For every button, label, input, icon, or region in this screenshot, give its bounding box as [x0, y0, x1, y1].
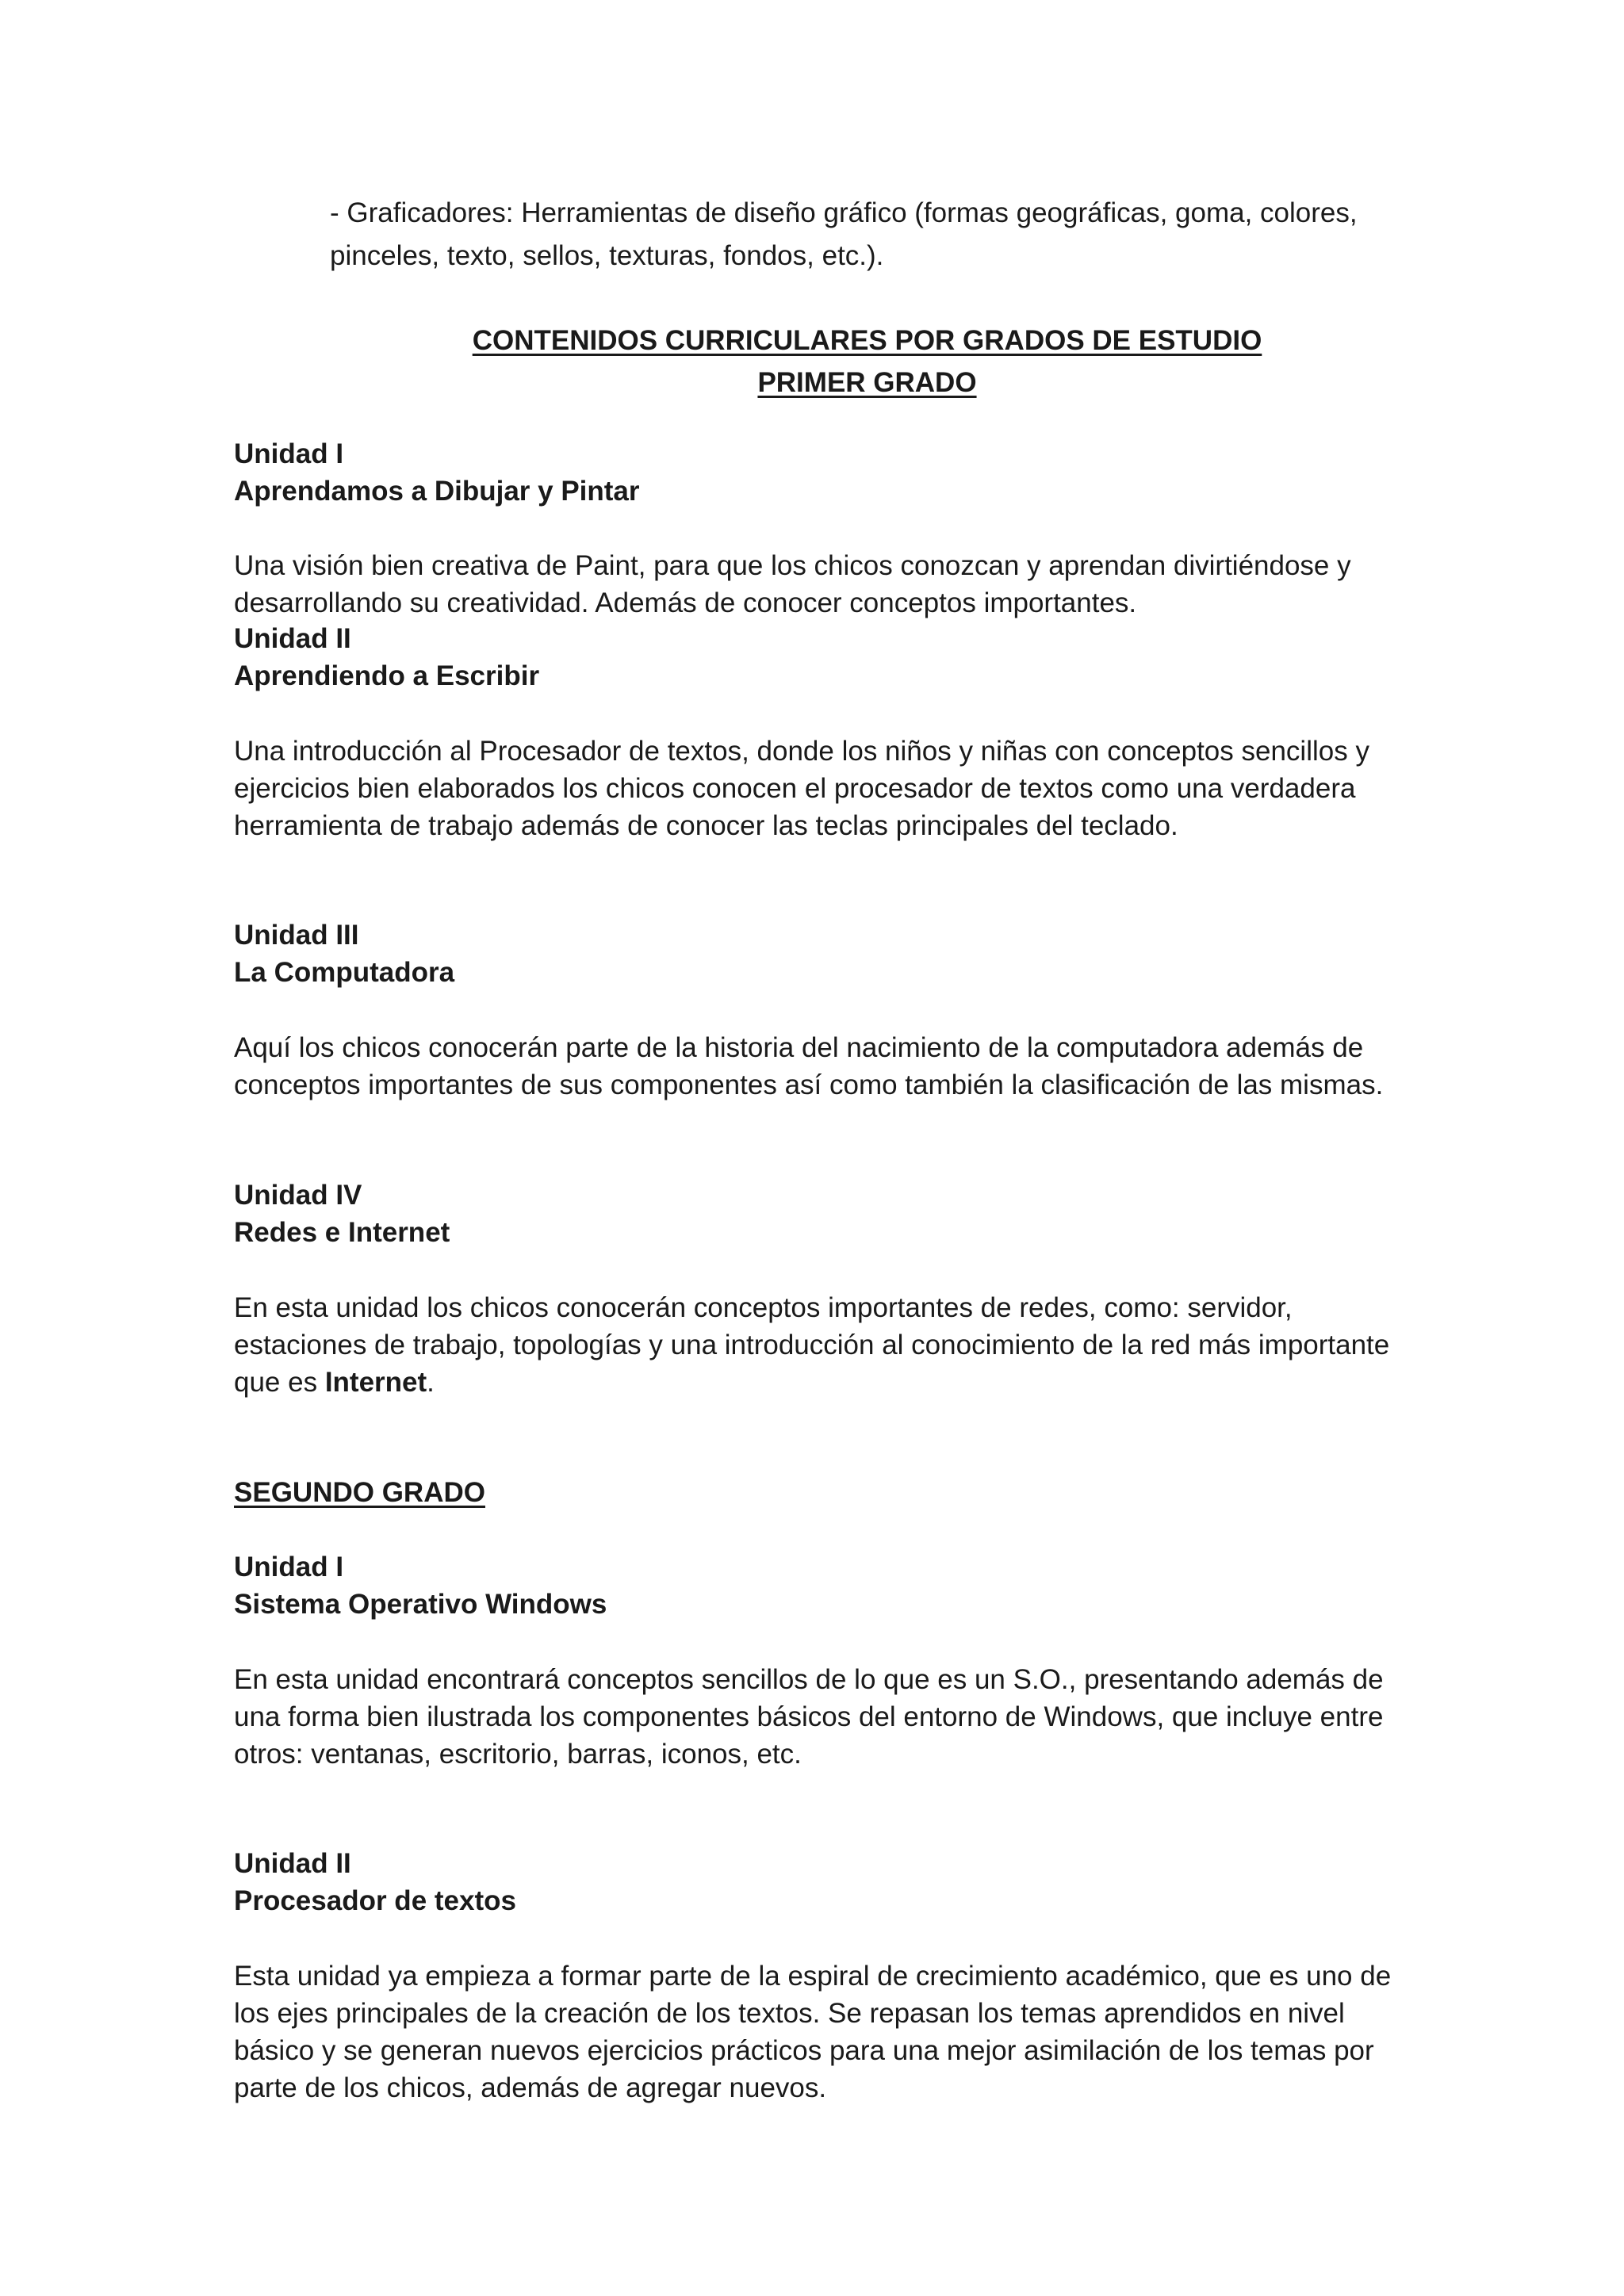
- unit-description-text: En esta unidad los chicos conocerán conceptos importantes de redes, como: servidor, estaciones de trabajo, topologías y una introducción al conocimiento de la red más importante que es: [234, 1292, 1390, 1398]
- unit-number: Unidad III: [234, 920, 359, 951]
- unit-number: Unidad I: [234, 438, 344, 469]
- section-heading-primer-grado: PRIMER GRADO: [757, 367, 977, 398]
- unit-number: Unidad II: [234, 1848, 351, 1879]
- unit-description: Aquí los chicos conocerán parte de la historia del nacimiento de la computadora además de conceptos importantes de sus componentes así como también la clasificación de las mismas.: [234, 1032, 1384, 1100]
- unit-title: Procesador de textos: [234, 1885, 516, 1916]
- unit-title: Sistema Operativo Windows: [234, 1589, 607, 1620]
- intro-paragraph: - Graficadores: Herramientas de diseño gráfico (formas geográficas, goma, colores, pinceles, texto, sellos, texturas, fondos, etc.).: [330, 197, 1358, 271]
- unit-description: [234, 1289, 1415, 1401]
- unit-title: La Computadora: [234, 957, 455, 988]
- unit-description: En esta unidad encontrará conceptos sencillos de lo que es un S.O., presentando además de una forma bien ilustrada los componentes básicos del entorno de Windows, que incluye entre otros: ventanas, escritorio, barras, iconos, etc.: [234, 1664, 1384, 1770]
- internet-term: Internet: [324, 1367, 427, 1398]
- unit-description: Esta unidad ya empieza a formar parte de la espiral de crecimiento académico, que es uno de los ejes principales de la creación de los textos. Se repasan los temas aprendidos en nivel básico y se generan nuevos ejercicios prácticos para una mejor asimilación de los temas por parte de los chicos, además de agregar nuevos.: [234, 1961, 1392, 2103]
- section-heading-segundo-grado: SEGUNDO GRADO: [234, 1477, 485, 1508]
- unit-description-end: .: [427, 1367, 435, 1398]
- unit-number: Unidad I: [234, 1552, 344, 1582]
- unit-number: Unidad II: [234, 623, 351, 654]
- unit-title: Redes e Internet: [234, 1217, 450, 1248]
- unit-description: Una visión bien creativa de Paint, para que los chicos conozcan y aprendan divirtiéndose y desarrollando su creatividad. Además de conocer conceptos importantes.: [234, 550, 1351, 618]
- unit-description: Una introducción al Procesador de textos, donde los niños y niñas con conceptos sencillos y ejercicios bien elaborados los chicos conocen el procesador de textos como una verdadera herramienta de trabajo además de conocer las teclas principales del teclado.: [234, 736, 1369, 841]
- unit-title: Aprendamos a Dibujar y Pintar: [234, 476, 640, 507]
- unit-number: Unidad IV: [234, 1180, 362, 1211]
- unit-title: Aprendiendo a Escribir: [234, 660, 540, 691]
- page-title: CONTENIDOS CURRICULARES POR GRADOS DE ESTUDIO: [472, 325, 1262, 356]
